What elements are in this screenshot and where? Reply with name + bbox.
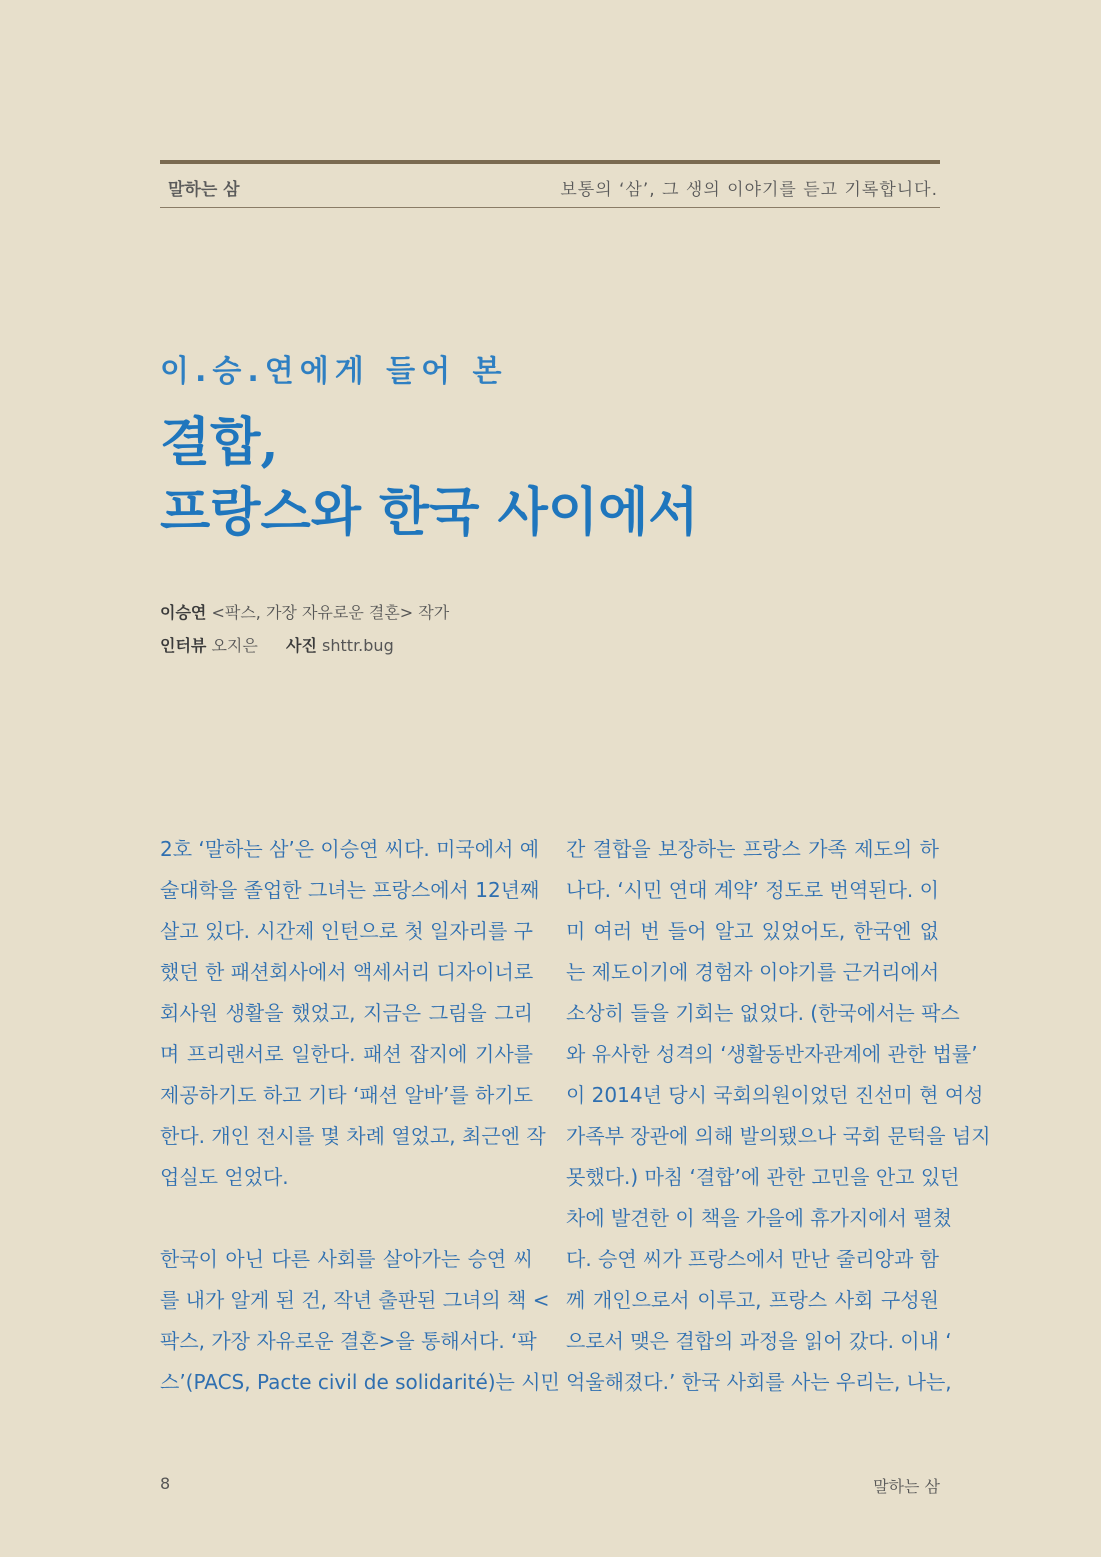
body-line: 팍스, 가장 자유로운 결혼>을 통해서다. ‘팍 bbox=[160, 1329, 537, 1353]
photo-label: 사진 bbox=[286, 636, 317, 655]
body-line: 나다. ‘시민 연대 계약’ 정도로 번역된다. 이 bbox=[566, 878, 939, 902]
body-column-right bbox=[566, 829, 991, 1403]
page-number: 8 bbox=[160, 1474, 171, 1493]
body-paragraph-2 bbox=[160, 1239, 560, 1403]
author-label: 이승연 bbox=[160, 603, 207, 622]
author-credit bbox=[160, 596, 449, 629]
body-line: 는 제도이기에 경험자 이야기를 근거리에서 bbox=[566, 960, 940, 984]
body-column-left bbox=[160, 829, 560, 1403]
body-line: 했던 한 패션회사에서 액세서리 디자이너로 bbox=[160, 960, 534, 984]
body-line: 스’(PACS, Pacte civil de solidarité)는 시민 bbox=[160, 1370, 560, 1394]
body-line: 제공하기도 하고 기타 ‘패션 알바’를 하기도 bbox=[160, 1083, 533, 1107]
body-line: 를 내가 알게 된 건, 작년 출판된 그녀의 책 < bbox=[160, 1288, 550, 1312]
interview-label: 인터뷰 bbox=[160, 636, 207, 655]
body-paragraph-1 bbox=[160, 829, 546, 1198]
body-line: 한다. 개인 전시를 몇 차례 열었고, 최근엔 작 bbox=[160, 1124, 546, 1148]
body-line: 업실도 얻었다. bbox=[160, 1165, 289, 1189]
body-paragraph-continued bbox=[566, 829, 991, 1403]
body-line: 회사원 생활을 했었고, 지금은 그림을 그리 bbox=[160, 1001, 533, 1025]
body-line: 다. 승연 씨가 프랑스에서 만난 줄리앙과 함 bbox=[566, 1247, 939, 1271]
body-line: 차에 발견한 이 책을 가을에 휴가지에서 펼쳤 bbox=[566, 1206, 952, 1230]
header-magazine-name: 말하는 삼 bbox=[168, 180, 240, 200]
body-line: 살고 있다. 시간제 인턴으로 첫 일자리를 구 bbox=[160, 919, 533, 943]
footer-magazine-name: 말하는 삼 bbox=[873, 1477, 940, 1496]
body-line: 술대학을 졸업한 그녀는 프랑스에서 12년째 bbox=[160, 878, 540, 902]
article-kicker: 이.승.연에게 들어 본 bbox=[160, 354, 508, 389]
body-line: 으로서 맺은 결합의 과정을 읽어 갔다. 이내 ‘ bbox=[566, 1329, 952, 1353]
body-line: 못했다.) 마침 ‘결합’에 관한 고민을 안고 있던 bbox=[566, 1165, 960, 1189]
body-line: 소상히 들을 기회는 없었다. (한국에서는 팍스 bbox=[566, 1001, 960, 1025]
title-line-2: 프랑스와 한국 사이에서 bbox=[160, 482, 699, 543]
staff-credit bbox=[160, 629, 449, 662]
body-line: 2호 ‘말하는 삼’은 이승연 씨다. 미국에서 예 bbox=[160, 837, 540, 861]
body-line: 이 2014년 당시 국회의원이었던 진선미 현 여성 bbox=[566, 1083, 984, 1107]
body-line: 께 개인으로서 이루고, 프랑스 사회 구성원 bbox=[566, 1288, 939, 1312]
running-header bbox=[160, 160, 940, 208]
header-tagline: 보통의 ‘삼’, 그 생의 이야기를 듣고 기록합니다. bbox=[560, 180, 938, 200]
author-desc: <팍스, 가장 자유로운 결혼> 작가 bbox=[211, 603, 450, 622]
body-line: 억울해졌다.’ 한국 사회를 사는 우리는, 나는, bbox=[566, 1370, 952, 1394]
body-line: 미 여러 번 들어 알고 있었어도, 한국엔 없 bbox=[566, 919, 939, 943]
interview-name: 오지은 bbox=[211, 636, 258, 655]
body-line: 간 결합을 보장하는 프랑스 가족 제도의 하 bbox=[566, 837, 939, 861]
article-title bbox=[160, 408, 940, 548]
body-line: 며 프리랜서로 일한다. 패션 잡지에 기사를 bbox=[160, 1042, 533, 1066]
body-line: 와 유사한 성격의 ‘생활동반자관계에 관한 법률’ bbox=[566, 1042, 978, 1066]
photo-name: shttr.bug bbox=[322, 636, 394, 655]
article-credits bbox=[160, 596, 449, 662]
title-line-1: 결합, bbox=[160, 412, 279, 473]
body-line: 한국이 아닌 다른 사회를 살아가는 승연 씨 bbox=[160, 1247, 533, 1271]
body-line: 가족부 장관에 의해 발의됐으나 국회 문턱을 넘지 bbox=[566, 1124, 991, 1148]
